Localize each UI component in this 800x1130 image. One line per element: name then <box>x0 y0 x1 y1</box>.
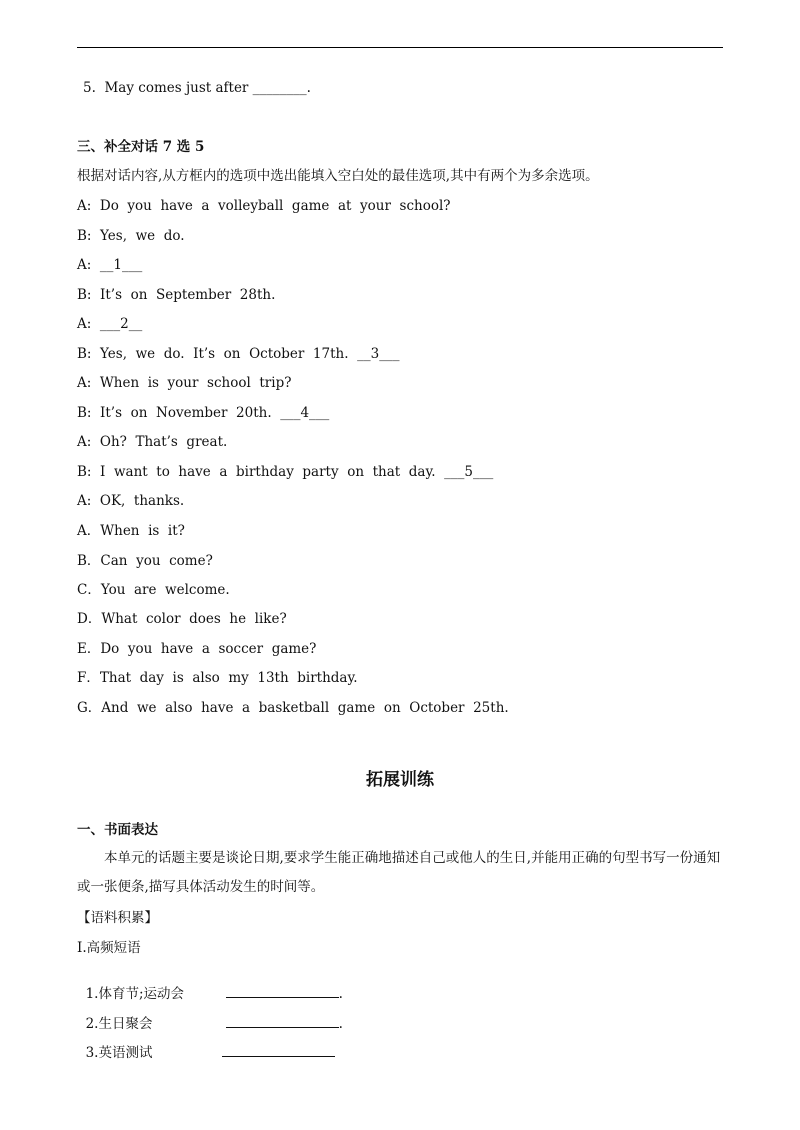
section-heading: 三、补全对话 7 选 5 <box>77 139 205 155</box>
dialogue-line: A: Do you have a volleyball game at your school? <box>77 198 451 214</box>
phrase-suffix: . <box>338 1016 343 1032</box>
dialogue-line: A: When is your school trip? <box>77 375 292 391</box>
header-rule <box>77 47 723 48</box>
question-5: 5. May comes just after ________. <box>83 80 311 96</box>
option-d: D．What color does he like? <box>77 611 287 627</box>
phrases-label: Ⅰ.高频短语 <box>77 940 141 956</box>
option-f: F．That day is also my 13th birthday. <box>77 670 358 686</box>
dialogue-line: B: I want to have a birthday party on that day. ___5___ <box>77 464 494 480</box>
answer-blank[interactable] <box>226 985 339 998</box>
dialogue-line: B: It’s on September 28th. <box>77 287 276 303</box>
dialogue-line: A: Oh? That’s great. <box>77 434 228 450</box>
phrase-label: 3.英语测试 <box>85 1045 153 1061</box>
phrase-item <box>77 1028 335 1061</box>
phrase-label: 2.生日聚会 <box>85 1016 153 1032</box>
phrase-item <box>77 969 343 1002</box>
option-b: B．Can you come? <box>77 553 213 569</box>
phrase-suffix: . <box>338 986 343 1002</box>
option-a: A．When is it? <box>77 523 185 539</box>
dialogue-line: B: Yes, we do. It’s on October 17th. __3___ <box>77 346 400 362</box>
answer-blank[interactable] <box>222 1044 335 1057</box>
dialogue-line: B: It’s on November 20th. ___4___ <box>77 405 330 421</box>
writing-heading: 一、书面表达 <box>77 822 158 838</box>
writing-paragraph: 本单元的话题主要是谈论日期,要求学生能正确地描述自己或他人的生日,并能用正确的句型书写一份通知或一张便条,描写具体活动发生的时间等。 <box>77 850 721 895</box>
dialogue-line: A: ___2__ <box>77 316 143 332</box>
phrase-label: 1.体育节;运动会 <box>85 986 185 1002</box>
answer-blank[interactable] <box>226 1015 339 1028</box>
option-e: E．Do you have a soccer game? <box>77 641 317 657</box>
dialogue-line: B: Yes, we do. <box>77 228 185 244</box>
corpus-label: 【语料积累】 <box>77 910 158 926</box>
dialogue-line: A: OK, thanks. <box>77 493 185 509</box>
extension-title: 拓展训练 <box>366 770 434 790</box>
option-g: G．And we also have a basketball game on October 25th. <box>77 700 509 716</box>
section-instruction: 根据对话内容,从方框内的选项中选出能填入空白处的最佳选项,其中有两个为多余选项。 <box>77 168 599 184</box>
option-c: C．You are welcome. <box>77 582 230 598</box>
dialogue-line: A: __1___ <box>77 257 143 273</box>
